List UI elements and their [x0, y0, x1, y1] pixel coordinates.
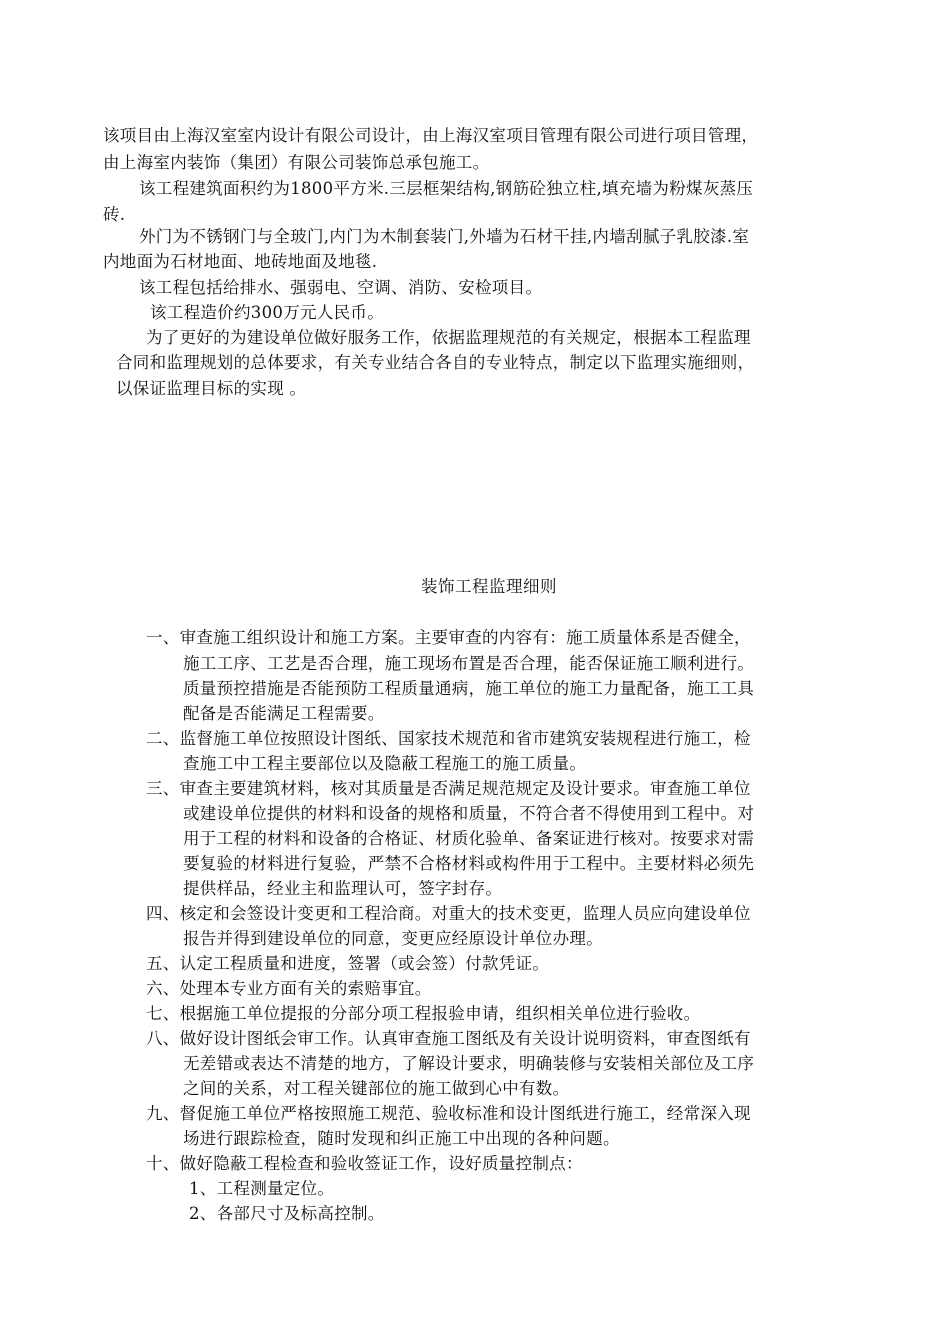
item-2-line1: 二、监督施工单位按照设计图纸、国家技术规范和省市建筑安装规程进行施工，检: [146, 729, 751, 748]
item-3-line1: 三、审查主要建筑材料，核对其质量是否满足规范规定及设计要求。审查施工单位: [146, 779, 751, 798]
item-3-line5: 提供样品，经业主和监理认可，签字封存。: [183, 879, 503, 898]
item-7: 七、根据施工单位提报的分部分项工程报验申请，组织相关单位进行验收。: [146, 1004, 701, 1023]
intro-p1-line1: 该项目由上海汉室室内设计有限公司设计，由上海汉室项目管理有限公司进行项目管理，: [103, 126, 759, 145]
intro-p6-line2: 合同和监理规划的总体要求，有关专业结合各自的专业特点，制定以下监理实施细则，: [116, 353, 755, 372]
item-8-line2: 无差错或表达不清楚的地方，了解设计要求，明确装修与安装相关部位及工序: [183, 1054, 755, 1073]
intro-p4: 该工程包括给排水、强弱电、空调、消防、安检项目。: [139, 278, 543, 297]
intro-p6-line1: 为了更好的为建设单位做好服务工作，依据监理规范的有关规定，根据本工程监理: [146, 328, 751, 347]
intro-p2-line2: 砖.: [103, 205, 126, 224]
intro-p5: 该工程造价约300万元人民币。: [150, 303, 384, 322]
item-3-line4: 要复验的材料进行复验，严禁不合格材料或构件用于工程中。主要材料必须先: [183, 854, 755, 873]
intro-p1-line2: 由上海室内装饰（集团）有限公司装饰总承包施工。: [103, 153, 490, 172]
item-10: 十、做好隐蔽工程检查和验收签证工作，设好质量控制点：: [146, 1154, 583, 1173]
sub-item-1: 1、工程测量定位。: [189, 1179, 335, 1198]
item-5: 五、认定工程质量和进度，签署（或会签）付款凭证。: [146, 954, 550, 973]
intro-p3-line2: 内地面为石材地面、地砖地面及地毯.: [103, 252, 378, 271]
item-1-line2: 施工工序、工艺是否合理，施工现场布置是否合理，能否保证施工顺利进行。: [183, 654, 755, 673]
item-8-line3: 之间的关系，对工程关键部位的施工做到心中有数。: [183, 1079, 570, 1098]
item-1-line3: 质量预控措施是否能预防工程质量通病，施工单位的施工力量配备，施工工具: [183, 679, 755, 698]
section-title: 装饰工程监理细则: [421, 577, 557, 596]
item-4-line2: 报告并得到建设单位的同意，变更应经原设计单位办理。: [183, 929, 603, 948]
intro-p3-line1: 外门为不锈钢门与全玻门,内门为木制套装门,外墙为石材干挂,内墙刮腻子乳胶漆.室: [139, 227, 750, 246]
item-8-line1: 八、做好设计图纸会审工作。认真审查施工图纸及有关设计说明资料，审查图纸有: [146, 1029, 751, 1048]
item-1-line1: 一、审查施工组织设计和施工方案。主要审查的内容有：施工质量体系是否健全，: [146, 628, 751, 647]
intro-p2-line1: 该工程建筑面积约为1800平方米.三层框架结构,钢筋砼独立柱,填充墙为粉煤灰蒸压: [139, 179, 754, 198]
item-3-line3: 用于工程的材料和设备的合格证、材质化验单、备案证进行核对。按要求对需: [183, 829, 755, 848]
item-9-line1: 九、督促施工单位严格按照施工规范、验收标准和设计图纸进行施工，经常深入现: [146, 1104, 751, 1123]
item-2-line2: 查施工中工程主要部位以及隐蔽工程施工的施工质量。: [183, 754, 587, 773]
item-9-line2: 场进行跟踪检查，随时发现和纠正施工中出现的各种问题。: [183, 1129, 620, 1148]
intro-p6-line3: 以保证监理目标的实现 。: [116, 379, 307, 398]
item-6: 六、处理本专业方面有关的索赔事宜。: [146, 979, 432, 998]
item-1-line4: 配备是否能满足工程需要。: [183, 704, 385, 723]
sub-item-2: 2、各部尺寸及标高控制。: [189, 1204, 385, 1223]
item-4-line1: 四、核定和会签设计变更和工程洽商。对重大的技术变更，监理人员应向建设单位: [146, 904, 751, 923]
item-3-line2: 或建设单位提供的材料和设备的规格和质量，不符合者不得使用到工程中。对: [183, 804, 755, 823]
